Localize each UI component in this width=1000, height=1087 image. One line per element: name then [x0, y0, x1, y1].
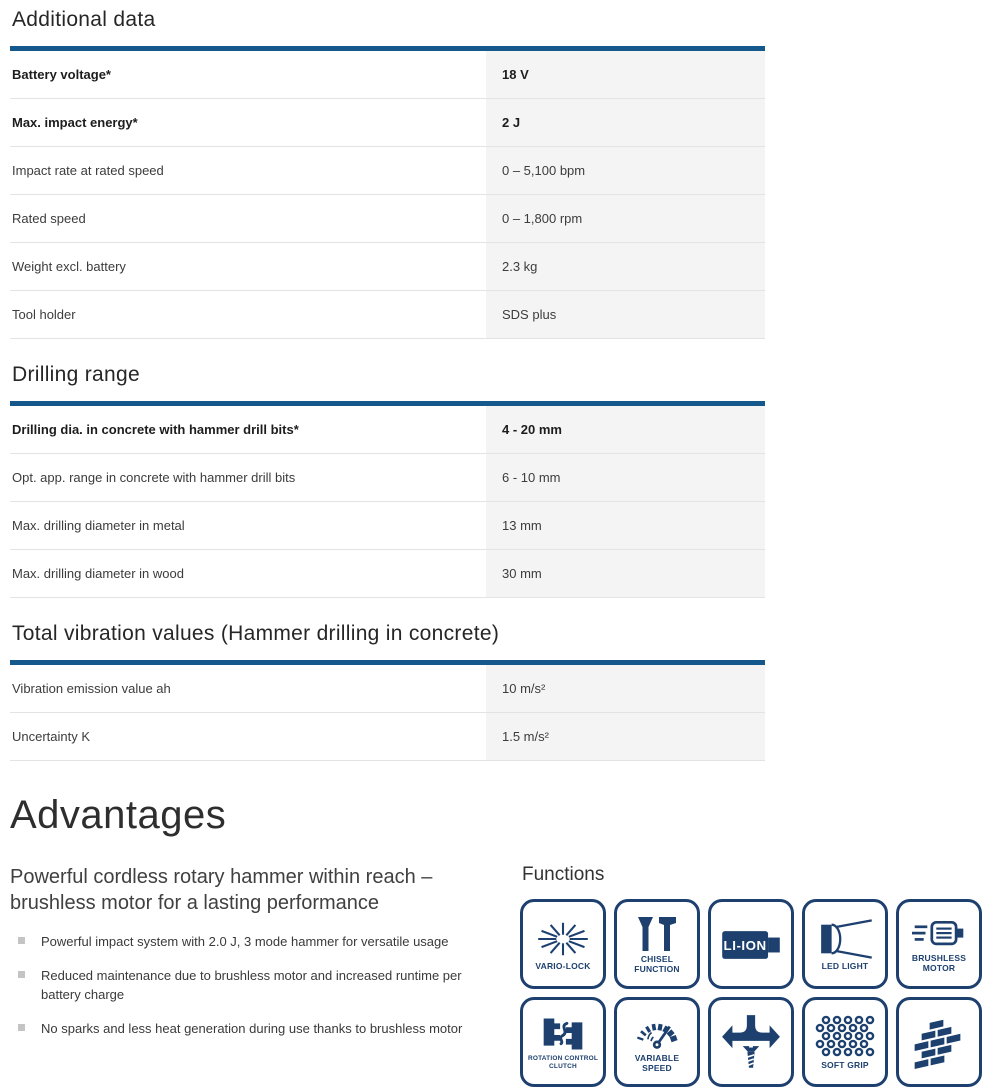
vario-lock-icon: [532, 918, 594, 960]
row-label: Max. drilling diameter in wood: [12, 566, 184, 581]
function-tiles-grid: [520, 899, 982, 1087]
row-value: 18 V: [486, 51, 765, 98]
list-item: [10, 966, 478, 1005]
section-vibration-values: [10, 622, 765, 761]
row-label: Impact rate at rated speed: [12, 163, 164, 178]
section-title: Drilling range: [12, 363, 140, 386]
row-label: Rated speed: [12, 211, 86, 226]
row-value: 30 mm: [486, 550, 765, 597]
spec-table: [10, 46, 765, 339]
bullet-square-icon: [18, 971, 25, 978]
section-title: Additional data: [12, 8, 156, 31]
row-value: 2 J: [486, 99, 765, 146]
chisel-function-icon: [629, 915, 685, 953]
tile-label: BRUSHLESS MOTOR: [911, 952, 967, 973]
forward-reverse-icon: [720, 1013, 782, 1073]
bullet-text: No sparks and less heat generation during use thanks to brushless motor: [41, 1020, 463, 1036]
function-tile-brickwork: [896, 997, 982, 1087]
li-ion-label: LI-ION: [723, 937, 767, 953]
row-label: Max. impact energy*: [12, 115, 138, 130]
table-row: [10, 406, 765, 454]
tile-label: SOFT GRIP: [821, 1059, 869, 1070]
section-additional-data: [10, 8, 765, 339]
row-label: Tool holder: [12, 307, 76, 322]
tile-label: CHISEL FUNCTION: [634, 953, 680, 974]
functions-title: Functions: [522, 864, 605, 885]
section-title: Total vibration values (Hammer drilling in concrete): [12, 622, 500, 645]
table-row: [10, 665, 765, 713]
table-row: [10, 147, 765, 195]
table-row: [10, 550, 765, 598]
row-value: 6 - 10 mm: [486, 454, 765, 501]
function-tile-brushless-motor: [896, 899, 982, 989]
table-row: [10, 502, 765, 550]
table-row: [10, 243, 765, 291]
variable-speed-icon: [628, 1012, 686, 1052]
row-value: 2.3 kg: [486, 243, 765, 290]
bullet-text: Powerful impact system with 2.0 J, 3 mode hammer for versatile usage: [41, 934, 449, 949]
section-drilling-range: [10, 363, 765, 598]
row-value: SDS plus: [486, 291, 765, 338]
table-row: [10, 291, 765, 339]
row-label: Uncertainty K: [12, 729, 91, 744]
function-tile-soft-grip: [802, 997, 888, 1087]
brickwork-icon: [908, 1013, 970, 1073]
advantages-title: Advantages: [10, 793, 227, 837]
function-tile-vario-lock: [520, 899, 606, 989]
advantages-columns: [10, 864, 1000, 1087]
list-item: [10, 932, 478, 952]
function-tile-variable-speed: [614, 997, 700, 1087]
function-tile-li-ion: [708, 899, 794, 989]
table-row: [10, 195, 765, 243]
advantages-text: [10, 864, 478, 1052]
row-label: Opt. app. range in concrete with hammer drill bits: [12, 470, 296, 485]
function-tile-rotation-control-clutch: [520, 997, 606, 1087]
row-value: 13 mm: [486, 502, 765, 549]
brushless-motor-icon: [908, 916, 970, 952]
li-ion-icon: [719, 913, 783, 977]
row-value: 0 – 5,100 bpm: [486, 147, 765, 194]
advantages-subtitle: Powerful cordless rotary hammer within reach – brushless motor for a lasting performance: [10, 866, 433, 914]
list-item: [10, 1019, 478, 1039]
soft-grip-icon: [812, 1015, 878, 1059]
row-value: 1.5 m/s²: [486, 713, 765, 760]
function-tile-chisel-function: [614, 899, 700, 989]
spec-table: [10, 401, 765, 598]
tile-label: VARIO-LOCK: [535, 960, 591, 971]
table-row: [10, 454, 765, 502]
tile-label: VARIABLE SPEED: [634, 1052, 680, 1073]
led-light-icon: [814, 918, 876, 960]
row-label: Max. drilling diameter in metal: [12, 518, 185, 533]
row-value: 4 - 20 mm: [486, 406, 765, 453]
functions-panel: [520, 864, 982, 1087]
row-value: 10 m/s²: [486, 665, 765, 712]
rotation-control-clutch-icon: [534, 1015, 592, 1053]
function-tile-forward-reverse: [708, 997, 794, 1087]
row-label: Battery voltage*: [12, 67, 111, 82]
bullet-square-icon: [18, 1024, 25, 1031]
tile-label: LED LIGHT: [821, 960, 869, 971]
function-tile-led-light: [802, 899, 888, 989]
table-row: [10, 713, 765, 761]
bullet-square-icon: [18, 937, 25, 944]
row-label: Weight excl. battery: [12, 259, 126, 274]
row-value: 0 – 1,800 rpm: [486, 195, 765, 242]
row-label: Drilling dia. in concrete with hammer drill bits*: [12, 422, 299, 437]
spec-table: [10, 660, 765, 761]
table-row: [10, 51, 765, 99]
bullet-text: Reduced maintenance due to brushless motor and increased runtime per battery charge: [41, 967, 462, 1002]
row-label: Vibration emission value ah: [12, 681, 171, 696]
table-row: [10, 99, 765, 147]
tile-label: ROTATION CONTROL CLUTCH: [527, 1055, 599, 1070]
